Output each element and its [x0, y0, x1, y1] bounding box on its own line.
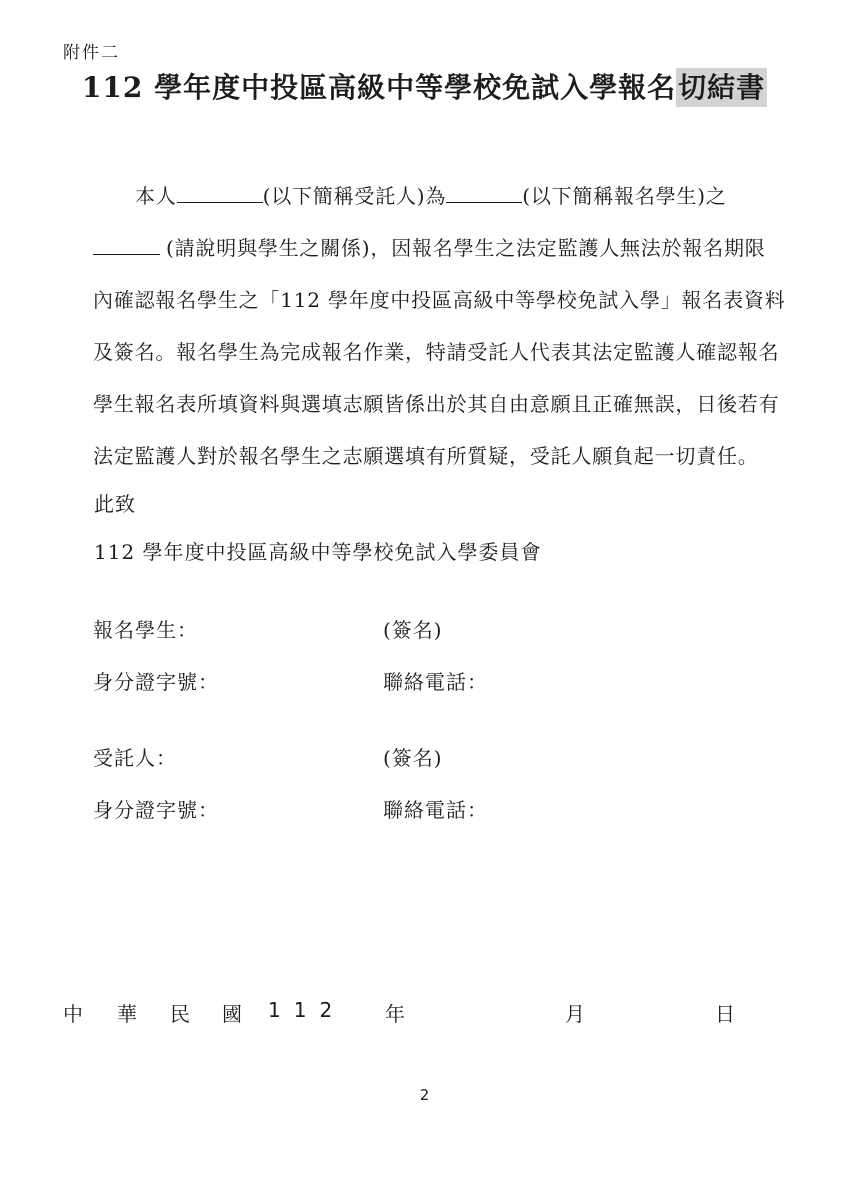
relationship-blank	[93, 234, 160, 255]
paragraph-line-4: 及簽名。報名學生為完成報名作業，特請受託人代表其法定監護人確認報名	[93, 340, 780, 364]
roc-char-4: 國	[222, 1002, 242, 1026]
year-unit: 年	[385, 1002, 405, 1026]
line1-text-pre: 本人	[135, 184, 177, 208]
paragraph-line-6: 法定監護人對於報名學生之志願選填有所質疑，受託人願負起一切責任。	[93, 444, 759, 468]
month-unit: 月	[565, 1002, 585, 1026]
body-paragraph	[93, 170, 786, 482]
trustee-name-blank	[177, 182, 263, 203]
recipient-committee: 112 學年度中投區高級中等學校免試入學委員會	[94, 540, 542, 564]
trustee-label: 受託人：	[93, 746, 177, 770]
roc-year-value: 112	[268, 998, 346, 1022]
document-title	[0, 66, 849, 106]
roc-char-1: 中	[63, 1002, 83, 1026]
page-number: 2	[419, 1086, 430, 1104]
student-id-label: 身分證字號：	[93, 670, 219, 694]
document-title-highlighted: 切結書	[676, 68, 767, 107]
day-unit: 日	[715, 1002, 735, 1026]
student-label: 報名學生：	[93, 618, 198, 642]
line1-text-post: (以下簡稱報名學生)之	[522, 184, 727, 208]
roc-char-3: 民	[170, 1002, 190, 1026]
line1-text-mid: (以下簡稱受託人)為	[262, 184, 447, 208]
roc-date-line	[0, 998, 849, 1028]
trustee-phone-label: 聯絡電話：	[383, 798, 488, 822]
trustee-sign-note: (簽名)	[383, 746, 443, 770]
document-title-text: 112 學年度中投區高級中等學校免試入學報名	[81, 71, 677, 104]
student-name-blank	[446, 182, 522, 203]
paragraph-line-2	[93, 222, 769, 274]
roc-char-2: 華	[117, 1002, 137, 1026]
attachment-label: 附件二	[63, 43, 120, 63]
student-signature-row	[93, 614, 769, 643]
trustee-signature-row	[93, 742, 769, 771]
line2-text: (請說明與學生之關係)，因報名學生之法定監護人無法於報名期限	[166, 236, 766, 260]
trustee-id-row	[93, 794, 769, 823]
salutation: 此致	[94, 492, 136, 516]
student-id-row	[93, 666, 769, 695]
trustee-id-label: 身分證字號：	[93, 798, 219, 822]
paragraph-line-1	[93, 170, 769, 222]
student-phone-label: 聯絡電話：	[383, 670, 488, 694]
paragraph-line-3: 內確認報名學生之「112 學年度中投區高級中等學校免試入學」報名表資料	[93, 288, 786, 312]
student-sign-note: (簽名)	[383, 618, 443, 642]
paragraph-line-5: 學生報名表所填資料與選填志願皆係出於其自由意願且正確無誤，日後若有	[93, 392, 780, 416]
